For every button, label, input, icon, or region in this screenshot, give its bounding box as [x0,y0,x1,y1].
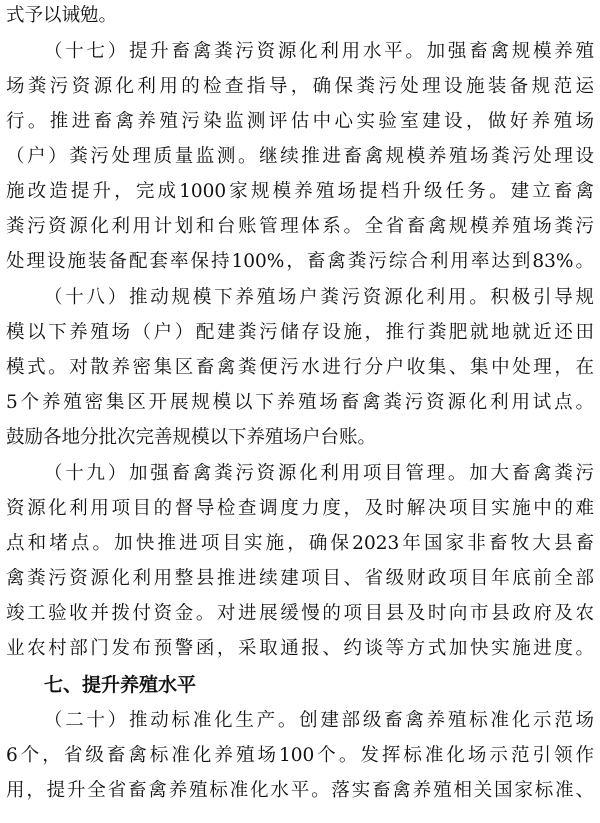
text-line: 行。推进畜禽养殖污染监测评估中心实验室建设，做好养殖场 [6,111,594,132]
text-line: 禽粪污资源化利用整县推进续建项目、省级财政项目年底前全部 [6,568,594,589]
text-line: 模式。对散养密集区畜禽粪便污水进行分户收集、集中处理，在 [6,357,594,378]
text-line: 模以下养殖场（户）配建粪污储存设施，推行粪肥就地就近还田 [6,322,594,343]
text-line: （户）粪污处理质量监测。继续推进畜禽规模养殖场粪污处理设 [6,146,594,167]
section-heading: 七、提升养殖水平 [44,674,197,696]
text-line: 业农村部门发布预警函，采取通报、约谈等方式加快实施进度。 [6,638,594,659]
text-line: 6个，省级畜禽标准化养殖场100个。发挥标准化场示范引领作 [6,745,594,766]
paragraph-17-first-line: （十七）提升畜禽粪污资源化利用水平。加强畜禽规模养殖 [44,41,594,62]
text-line: 处理设施装备配套率保持100%，畜禽粪污综合利用率达到83%。 [6,251,594,272]
text-line: 式予以诫勉。 [6,5,118,26]
paragraph-19-first-line: （十九）加强畜禽粪污资源化利用项目管理。加大畜禽粪污 [44,463,594,484]
text-line: 用，提升全省畜禽养殖标准化水平。落实畜禽养殖相关国家标准、 [6,780,594,801]
text-line: 5个养殖密集区开展规模以下养殖场畜禽粪污资源化利用试点。 [6,392,594,413]
text-line: 场粪污资源化利用的检查指导，确保粪污处理设施装备规范运 [6,76,594,97]
paragraph-20-first-line: （二十）推动标准化生产。创建部级畜禽养殖标准化示范场 [44,710,594,731]
text-line: 施改造提升，完成1000家规模养殖场提档升级任务。建立畜禽 [6,181,594,202]
text-line: 鼓励各地分批次完善规模以下养殖场户台账。 [6,427,377,448]
text-line: 点和堵点。加快推进项目实施，确保2023年国家非畜牧大县畜 [6,533,594,554]
text-line: 资源化利用项目的督导检查调度力度，及时解决项目实施中的难 [6,498,594,519]
paragraph-18-first-line: （十八）推动规模下养殖场户粪污资源化利用。积极引导规 [44,287,594,308]
text-line: 粪污资源化利用计划和台账管理体系。全省畜禽规模养殖场粪污 [6,216,594,237]
text-line: 竣工验收并拨付资金。对进展缓慢的项目县及时向市县政府及农 [6,603,594,624]
